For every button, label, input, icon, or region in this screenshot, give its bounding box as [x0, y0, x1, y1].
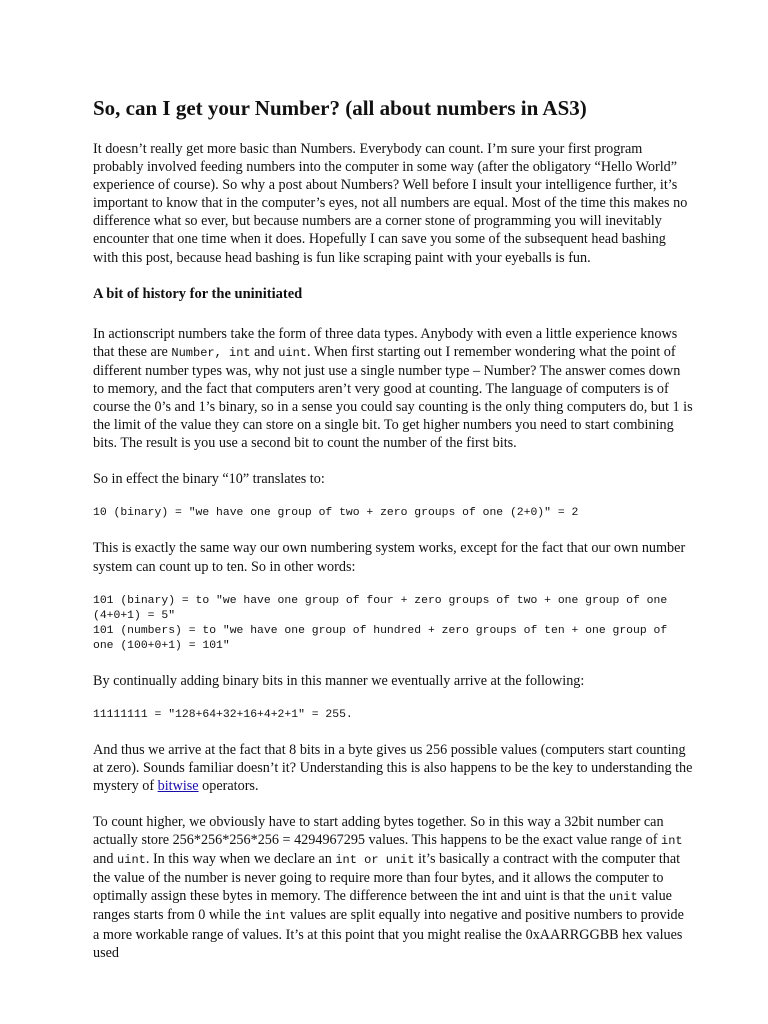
text-span: . In this way when we declare an: [145, 851, 336, 868]
text-span: To count higher, we obviously have to start adding bytes together. So in this way a 32bit number can actually store 256*256*256*256 = 4294967295 values. This happens to be the exact value range of: [93, 813, 664, 849]
numbering-paragraph: This is exactly the same way our own numbering system works, except for the fact that our own number system can count up to ten. So in other words:: [93, 540, 686, 575]
code-block-binary-10: 10 (binary) = "we have one group of two + zero groups of one (2+0)" = 2: [93, 507, 579, 520]
code-block-101: 101 (binary) = to "we have one group of four + zero groups of two + one group of one (4+0+1) = 5" 101 (numbers) = to "we have one group of hundred + zero groups of ten + one group of one (100+0+1) = 101": [93, 594, 668, 652]
binary-intro-paragraph: So in effect the binary “10” translates to:: [93, 471, 325, 488]
article: [93, 95, 693, 980]
code-block-255: 11111111 = "128+64+32+16+4+2+1" = 255.: [93, 708, 353, 721]
text-span: values are split equally into negative and positive numbers to provide a more workable range of values. It’s at this point that you might realise the 0xAARRGGBB hex values used: [93, 907, 684, 961]
text-span: operators.: [198, 777, 259, 794]
bitwise-link[interactable]: bitwise: [157, 777, 199, 794]
text-span: and: [93, 851, 118, 868]
intro-paragraph: It doesn’t really get more basic than Numbers. Everybody can count. I’m sure your first program probably involved feeding numbers into the computer in some way (after the obligatory “Hello World” experience of course). So why a post about Numbers? Well before I insult your intelligence further, it’s important to know that in the computer’s eyes, not all numbers are equal. Most of the time this makes no difference what so ever, but because numbers are a corner stone of programming you will inevitably encounter that one time when it does. Hopefully I can save you some of the subsequent head bashing with this post, because head bashing is fun like scraping paint with your eyeballs is fun.: [93, 141, 688, 266]
inline-code: Number, int: [171, 345, 251, 360]
data-types-paragraph: [93, 325, 693, 453]
text-span: . When first starting out I remember wondering what the point of different number types was, why not just use a single number type – Number? The answer comes down to memory, and the fact that computers aren’t very good at counting. The language of computers is of course the 0’s and 1’s binary, so in a sense you could say counting is the only thing computers do, but 1 is the limit of the value they can store on a single bit. To get higher numbers you need to start combining bits. The result is you use a second bit to count the number of the first bits.: [93, 343, 693, 452]
text-span: In actionscript numbers take the form of three data types. Anybody with even a little experience knows that these are: [93, 325, 678, 360]
count-higher-paragraph: [93, 813, 693, 962]
inline-code: int: [264, 909, 287, 924]
bytes-paragraph: [93, 741, 693, 795]
inline-code: int: [661, 834, 683, 849]
inline-code: uint: [117, 853, 146, 868]
inline-code: int or unit: [335, 853, 415, 868]
inline-code: unit: [608, 890, 638, 905]
section-heading: A bit of history for the uninitiated: [93, 285, 303, 302]
text-span: and: [250, 343, 279, 360]
text-span: value ranges starts from 0 while the: [93, 888, 672, 924]
adding-bits-paragraph: By continually adding binary bits in this manner we eventually arrive at the following:: [93, 672, 585, 689]
inline-code: uint: [278, 345, 308, 360]
page-title: So, can I get your Number? (all about numbers in AS3): [93, 96, 587, 120]
text-span: it’s basically a contract with the computer that the value of the number is never going to require more than four bytes, and it allows the computer to optimally assign these bytes in memory. The difference between the int and uint is that the: [93, 851, 681, 905]
text-span: And thus we arrive at the fact that 8 bits in a byte gives us 256 possible values (computers start counting at zero). Sounds familiar doesn’t it? Understanding this is also happens to be the key to understanding the mystery of: [93, 741, 693, 794]
